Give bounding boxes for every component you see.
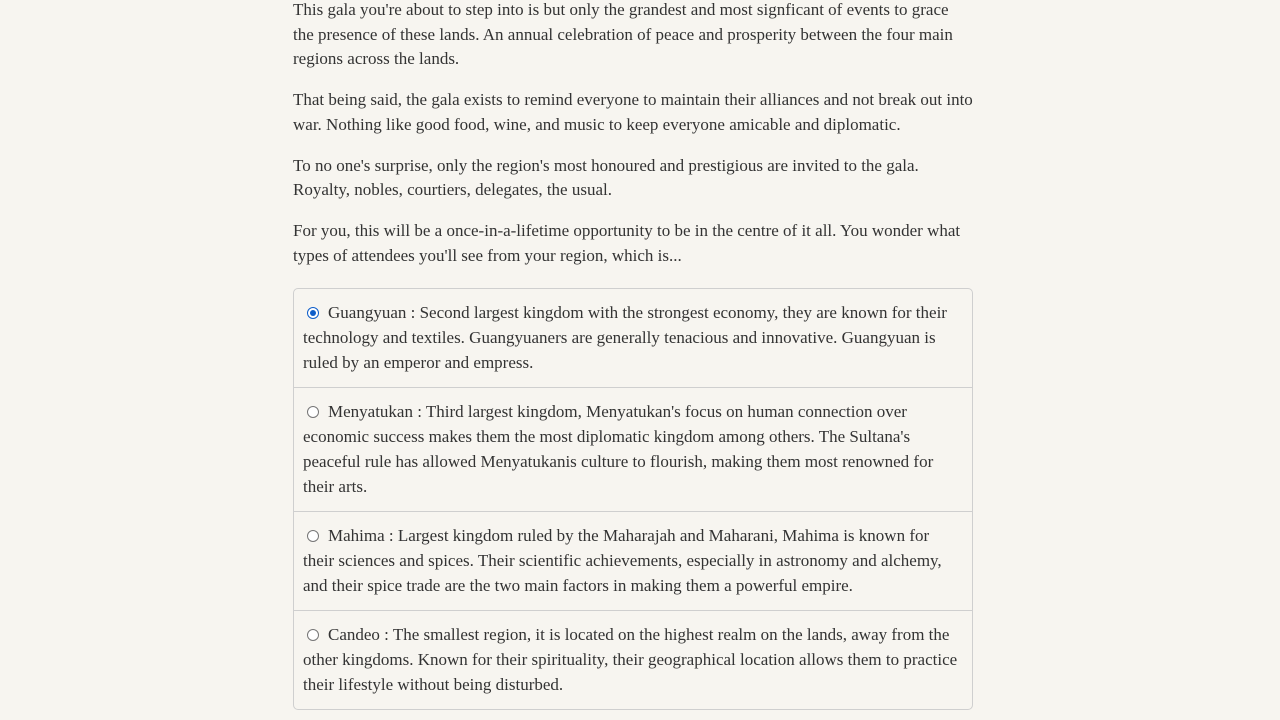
story-paragraph: This gala you're about to step into is but only the grandest and most signficant of events to grace the presence of these lands. An annual celebration of peace and prosperity between the four main regions across the lands.	[293, 0, 953, 69]
story-paragraph: That being said, the gala exists to remind everyone to maintain their alliances and not break out into war. Nothing like good food, wine, and music to keep everyone amicable and diplomatic.	[293, 90, 973, 134]
choice-option-text: Guangyuan : Second largest kingdom with the strongest economy, they are known for their technology and textiles. Guangyuaners are generally tenacious and innovative. Guangyuan is ruled by an emperor and empress.	[303, 303, 947, 372]
story-paragraph: For you, this will be a once-in-a-lifetime opportunity to be in the centre of it all. You wonder what types of attendees you'll see from your region, which is...	[293, 220, 961, 265]
choice-option-mahima[interactable]	[294, 511, 972, 610]
choice-option-candeo[interactable]	[294, 610, 972, 709]
radio-button[interactable]	[307, 530, 319, 542]
story-column	[293, 0, 973, 710]
radio-button[interactable]	[307, 406, 319, 418]
choice-list	[293, 288, 973, 710]
radio-button-selected[interactable]	[307, 307, 319, 319]
radio-button[interactable]	[307, 629, 319, 641]
choice-option-menyatukan[interactable]	[294, 387, 972, 511]
choice-option-text: Menyatukan : Third largest kingdom, Menyatukan's focus on human connection over economic success makes them the most diplomatic kingdom among others. The Sultana's peaceful rule has allowed Menyatukanis culture to flourish, making them most renowned for their arts.	[303, 402, 934, 496]
choice-option-text: Candeo : The smallest region, it is located on the highest realm on the lands, away from the other kingdoms. Known for their spirituality, their geographical location allows them to practice their lifestyle without being disturbed.	[303, 625, 958, 694]
choice-option-guangyuan[interactable]	[294, 289, 972, 387]
story-paragraph: To no one's surprise, only the region's most honoured and prestigious are invited to the gala. Royalty, nobles, courtiers, delegates, the usual.	[293, 155, 919, 200]
choice-option-text: Mahima : Largest kingdom ruled by the Maharajah and Maharani, Mahima is known for their sciences and spices. Their scientific achievements, especially in astronomy and alchemy, and their spice trade are the two main factors in making them a powerful empire.	[303, 526, 942, 595]
